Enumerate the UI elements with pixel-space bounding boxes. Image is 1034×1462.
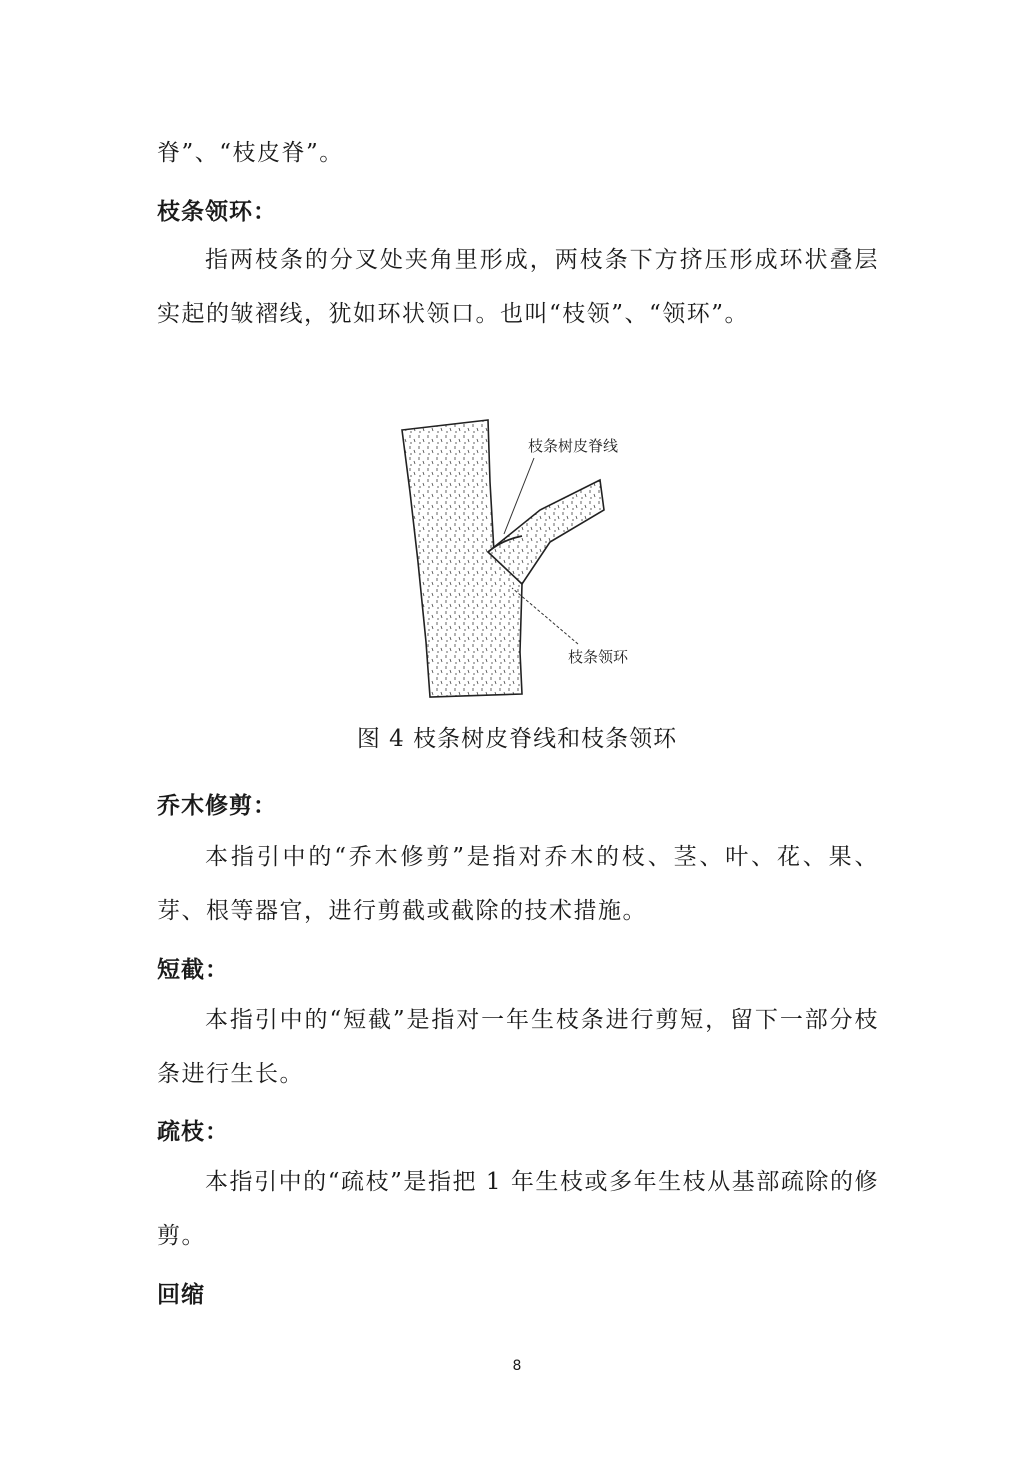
paragraph-branch-collar: 指两枝条的分叉处夹角里形成，两枝条下方挤压形成环状叠层实起的皱褶线，犹如环状领口。也叫“枝领”、“领环”。 [157, 247, 879, 327]
paragraph-short-cut: 本指引中的“短截”是指对一年生枝条进行剪短，留下一部分枝条进行生长。 [157, 1007, 879, 1087]
heading-short-cut: 短截： [157, 957, 229, 983]
tree-branch-illustration [390, 412, 629, 704]
heading-heading-back: 回缩 [157, 1282, 205, 1308]
heading-tree-pruning: 乔木修剪： [157, 793, 277, 819]
heading-branch-collar: 枝条领环： [157, 199, 277, 225]
paragraph-tree-pruning: 本指引中的“乔木修剪”是指对乔木的枝、茎、叶、花、果、芽、根等器官，进行剪截或截除的技术措施。 [157, 844, 879, 924]
label-branch-collar: 枝条领环 [568, 648, 629, 666]
paragraph-continuation: 脊”、“枝皮脊”。 [157, 140, 344, 166]
page-number: 8 [512, 1358, 522, 1374]
figure-caption: 图 4 枝条树皮脊线和枝条领环 [356, 726, 678, 752]
heading-thinning: 疏枝： [157, 1119, 229, 1145]
paragraph-thinning: 本指引中的“疏枝”是指把 1 年生枝或多年生枝从基部疏除的修剪。 [157, 1169, 879, 1249]
label-bark-ridge: 枝条树皮脊线 [528, 437, 619, 455]
